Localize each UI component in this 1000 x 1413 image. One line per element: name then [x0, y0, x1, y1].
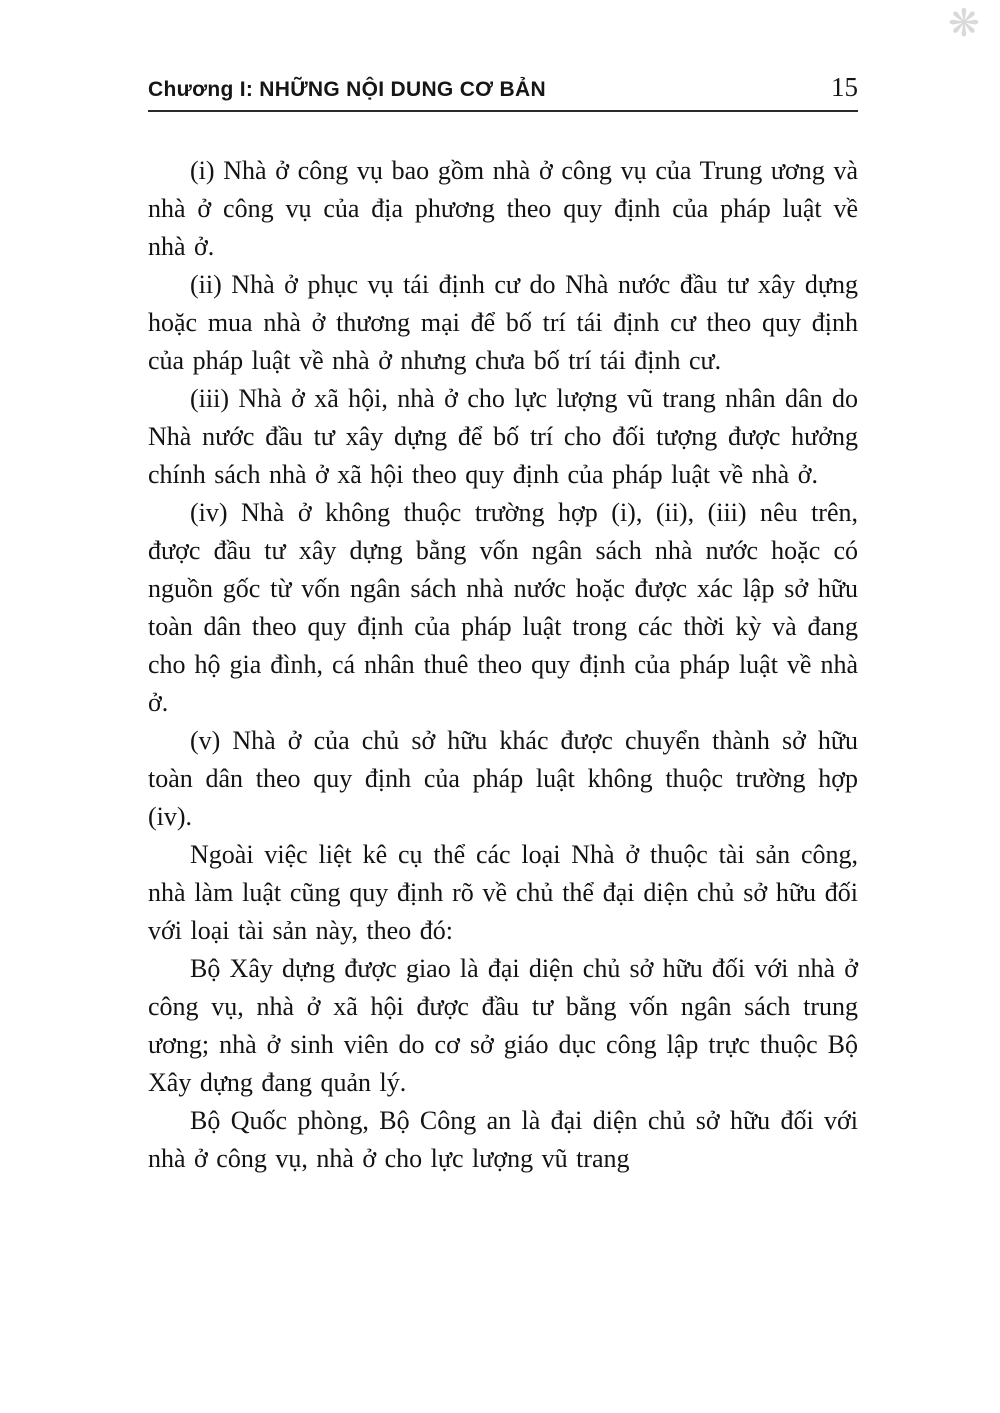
paragraph-item-ii: (ii) Nhà ở phục vụ tái định cư do Nhà nước đầu tư xây dựng hoặc mua nhà ở thương mại để bố trí tái định cư theo quy định của pháp luật về nhà ở nhưng chưa bố trí tái định cư.	[148, 270, 858, 375]
paragraph-item-iii: (iii) Nhà ở xã hội, nhà ở cho lực lượng vũ trang nhân dân do Nhà nước đầu tư xây dựng để bố trí cho đối tượng được hưởng chính sách nhà ở xã hội theo quy định của pháp luật về nhà ở.	[148, 384, 858, 489]
paragraph-bo-quoc-phong: Bộ Quốc phòng, Bộ Công an là đại diện chủ sở hữu đối với nhà ở công vụ, nhà ở cho lực lượng vũ trang	[148, 1106, 858, 1173]
running-header	[148, 72, 858, 103]
flower-ornament-icon: ❋	[948, 1, 980, 45]
paragraph-item-v: (v) Nhà ở của chủ sở hữu khác được chuyển thành sở hữu toàn dân theo quy định của pháp luật không thuộc trường hợp (iv).	[148, 726, 858, 831]
paragraph-item-iv: (iv) Nhà ở không thuộc trường hợp (i), (ii), (iii) nêu trên, được đầu tư xây dựng bằng vốn ngân sách nhà nước hoặc có nguồn gốc từ vốn ngân sách nhà nước hoặc được xác lập sở hữu toàn dân theo quy định của pháp luật trong các thời kỳ và đang cho hộ gia đình, cá nhân thuê theo quy định của pháp luật về nhà ở.	[148, 498, 858, 717]
page-content	[148, 0, 858, 1178]
chapter-title: Chương I: NHỮNG NỘI DUNG CƠ BẢN	[148, 78, 546, 101]
paragraph-item-i: (i) Nhà ở công vụ bao gồm nhà ở công vụ của Trung ương và nhà ở công vụ của địa phương theo quy định của pháp luật về nhà ở.	[148, 156, 858, 261]
page-number: 15	[831, 72, 858, 102]
header-rule	[148, 110, 858, 112]
paragraph-bo-xay-dung: Bộ Xây dựng được giao là đại diện chủ sở hữu đối với nhà ở công vụ, nhà ở xã hội được đầu tư bằng vốn ngân sách trung ương; nhà ở sinh viên do cơ sở giáo dục công lập trực thuộc Bộ Xây dựng đang quản lý.	[148, 954, 858, 1097]
page-body	[148, 152, 858, 1178]
paragraph-summary: Ngoài việc liệt kê cụ thể các loại Nhà ở thuộc tài sản công, nhà làm luật cũng quy định rõ về chủ thể đại diện chủ sở hữu đối với loại tài sản này, theo đó:	[148, 840, 858, 945]
